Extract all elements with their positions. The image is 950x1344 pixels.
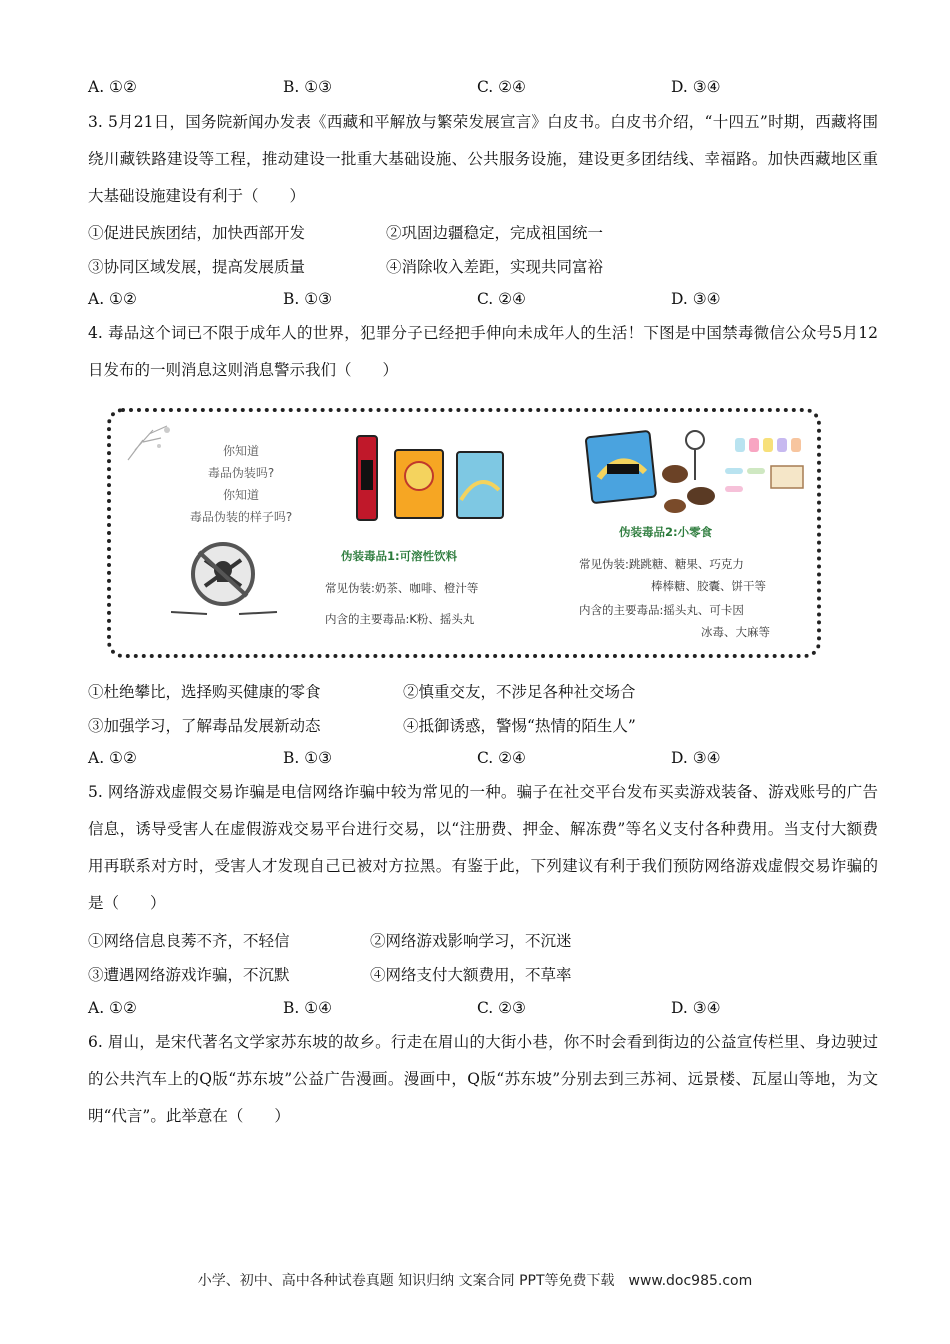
q5-option-a: A. ①② [88, 999, 137, 1017]
figure-question-2: 毒品伪装吗? [207, 466, 275, 480]
disguise-2-main-1: 内含的主要毒品:摇头丸、可卡因 [579, 603, 744, 617]
q4-statement-2: ②慎重交友，不涉足各种社交场合 [403, 683, 636, 701]
q4-option-b: B. ①③ [283, 749, 333, 767]
q4-statement-3: ③加强学习，了解毒品发展新动态 [88, 717, 321, 735]
q4-statement-4: ④抵御诱惑，警惕“热情的陌生人” [403, 717, 636, 735]
figure-question-3: 你知道 [222, 488, 259, 502]
q5-statement-1: ①网络信息良莠不齐，不轻信 [88, 932, 290, 950]
figure-question-1: 你知道 [222, 444, 259, 458]
q5-stem: 5. 网络游戏虚假交易诈骗是电信网络诈骗中较为常见的一种。骗子在社交平台发布买卖游戏装备、游戏账号的广告信息，诱导受害人在虚假游戏交易平台进行交易，以“注册费、押金、解冻费”等名义支付各种费用。当支付大额费用再联系对方时，受害人才发现自己已被对方拉黑。有鉴于此，下列建议有利于我们预防网络游戏虚假交易诈骗的是（ ） [88, 783, 878, 912]
q3-statement-3: ③协同区域发展，提高发展质量 [88, 258, 306, 276]
disguise-1-main: 内含的主要毒品:K粉、摇头丸 [325, 612, 475, 626]
disguise-2-common-2: 棒棒糖、胶囊、饼干等 [651, 579, 766, 593]
drug-disguise-figure [107, 408, 821, 658]
q4-option-a: A. ①② [88, 749, 137, 767]
q3-statement-4: ④消除收入差距，实现共同富裕 [386, 258, 604, 276]
q5-statement-4: ④网络支付大额费用，不草率 [370, 966, 572, 984]
drink-packages-icon [349, 430, 509, 530]
disguise-1-common: 常见伪装:奶茶、咖啡、橙汁等 [325, 581, 479, 595]
disguise-2-main-2: 冰毒、大麻等 [701, 625, 770, 639]
q4-statement-1: ①杜绝攀比，选择购买健康的零食 [88, 683, 321, 701]
q5-statement-3: ③遭遇网络游戏诈骗，不沉默 [88, 966, 290, 984]
q3-option-b: B. ①③ [283, 290, 333, 308]
q5-option-c: C. ②③ [477, 999, 526, 1017]
snack-packages-icon [585, 428, 815, 528]
q3-option-a: A. ①② [88, 290, 137, 308]
q2-option-d: D. ③④ [671, 78, 721, 96]
disguise-2-common-1: 常见伪装:跳跳糖、糖果、巧克力 [579, 557, 744, 571]
figure-question-4: 毒品伪装的样子吗? [189, 510, 293, 524]
q4-option-c: C. ②④ [477, 749, 526, 767]
q2-option-a: A. ①② [88, 78, 137, 96]
q2-option-c: C. ②④ [477, 78, 526, 96]
q5-option-d: D. ③④ [671, 999, 721, 1017]
q3-statement-2: ②巩固边疆稳定，完成祖国统一 [386, 224, 604, 242]
q3-option-d: D. ③④ [671, 290, 721, 308]
q3-option-c: C. ②④ [477, 290, 526, 308]
q4-stem: 4. 毒品这个词已不限于成年人的世界，犯罪分子已经把手伸向未成年人的生活！下图是中国禁毒微信公众号5月12日发布的一则消息这则消息警示我们（ ） [88, 324, 878, 379]
q6-stem: 6. 眉山，是宋代著名文学家苏东坡的故乡。行走在眉山的大街小巷，你不时会看到街边的公益宣传栏里、身边驶过的公共汽车上的Q版“苏东坡”公益广告漫画。漫画中，Q版“苏东坡”分别去到三苏祠、远景楼、瓦屋山等地，为文明“代言”。此举意在（ ） [88, 1033, 878, 1125]
no-drugs-icon [171, 536, 281, 622]
page-footer: 小学、初中、高中各种试卷真题 知识归纳 文案合同 PPT等免费下载 www.doc985.com [197, 1273, 753, 1289]
disguise-1-title: 伪装毒品1:可溶性饮料 [341, 549, 458, 563]
q4-option-d: D. ③④ [671, 749, 721, 767]
disguise-2-title: 伪装毒品2:小零食 [619, 525, 713, 539]
q2-option-b: B. ①③ [283, 78, 333, 96]
q5-option-b: B. ①④ [283, 999, 333, 1017]
q3-statement-1: ①促进民族团结，加快西部开发 [88, 224, 306, 242]
q5-statement-2: ②网络游戏影响学习，不沉迷 [370, 932, 572, 950]
q3-stem: 3. 5月21日，国务院新闻办发表《西藏和平解放与繁荣发展宣言》白皮书。白皮书介绍，“十四五”时期，西藏将围绕川藏铁路建设等工程，推动建设一批重大基础设施、公共服务设施，建设更多团结线、幸福路。加快西藏地区重大基础设施建设有利于（ ） [88, 113, 878, 205]
